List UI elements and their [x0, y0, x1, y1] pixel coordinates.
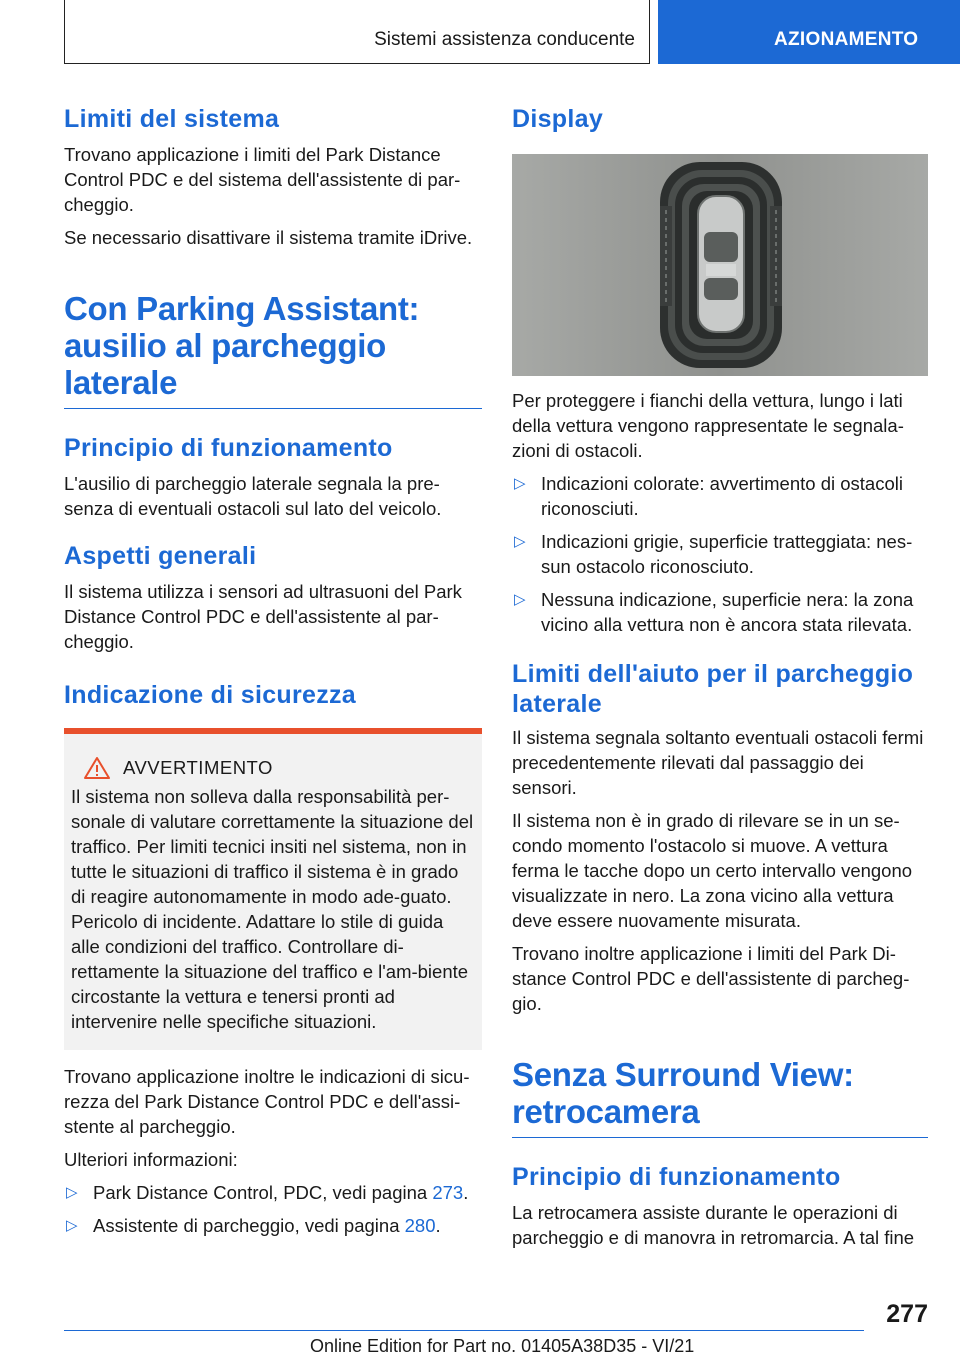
left-column: [64, 100, 482, 1246]
page-link[interactable]: 280: [404, 1215, 436, 1236]
camera-principle-heading: Principio di funzionamento: [512, 1163, 841, 1191]
triangle-right-icon: ▷: [514, 475, 526, 492]
car-top-view-illustration: [512, 154, 928, 376]
main-heading: Con Parking Assistant: ausilio al parcheggio laterale: [64, 290, 420, 401]
list-item: [64, 1213, 482, 1238]
right-column: [512, 100, 928, 1250]
page-number: 277: [886, 1300, 928, 1328]
list-item: [512, 529, 928, 579]
link-text: Assistente di parcheggio, vedi pagina: [93, 1215, 405, 1236]
link-list: [64, 1180, 482, 1238]
triangle-right-icon: ▷: [66, 1217, 78, 1234]
more-info-label: Ulteriori informazioni:: [64, 1149, 238, 1170]
limits-paragraph-2: Se necessario disattivare il sistema tramite iDrive.: [64, 227, 473, 248]
page-link[interactable]: 273: [432, 1182, 464, 1203]
camera-main-heading: Senza Surround View: retrocamera: [512, 1056, 854, 1130]
bullet-text: Nessuna indicazione, superficie nera: la zona vicino alla vettura non è ancora stata rilevata.: [541, 589, 914, 635]
link-text: Park Distance Control, PDC, vedi pagina: [93, 1182, 433, 1203]
link-end: .: [463, 1182, 469, 1203]
indicator-list: [512, 471, 928, 637]
triangle-right-icon: ▷: [66, 1184, 78, 1201]
footer-edition: Online Edition for Part no. 01405A38D35 - VI/21: [310, 1336, 695, 1356]
warning-box: [64, 728, 482, 1050]
side-limits-paragraph-2: Il sistema non è in grado di rilevare se in un se-condo momento l'ostacolo si muove. A vettura ferma le tacche dopo un certo intervallo vengono visualizzate in nero. La zona vicino alla vettura deve essere nuovamente misurata.: [512, 810, 913, 931]
footer-rule: [64, 1330, 864, 1331]
general-paragraph: Il sistema utilizza i sensori ad ultrasuoni del Park Distance Control PDC e dell'assistente al par-cheggio.: [64, 581, 462, 652]
list-item: [512, 587, 928, 637]
triangle-right-icon: ▷: [514, 533, 526, 550]
camera-principle-paragraph: La retrocamera assiste durante le operazioni di parcheggio e di manovra in retromarcia. A tal fine: [512, 1202, 915, 1248]
triangle-right-icon: ▷: [514, 591, 526, 608]
side-limits-paragraph-1: Il sistema segnala soltanto eventuali ostacoli fermi precedentemente rilevati dal passaggio dei sensori.: [512, 727, 924, 798]
side-limits-paragraph-3: Trovano inoltre applicazione i limiti del Park Di-stance Control PDC e dell'assistente di parcheg-gio.: [512, 943, 910, 1014]
warning-triangle-icon: [83, 756, 111, 780]
warning-label: AVVERTIMENTO: [123, 757, 273, 778]
list-item: [512, 471, 928, 521]
display-paragraph: Per proteggere i fianchi della vettura, lungo i lati della vettura vengono rappresentate le segnala-zioni di ostacoli.: [512, 390, 904, 461]
warning-text: Il sistema non solleva dalla responsabilità per-sonale di valutare correttamente la situazione del traffico. Per limiti tecnici insiti nel sistema, non in tutte le situazioni di traffico il sistema è in grado di reagire autonomamente in modo ade-guato. Pericolo di incidente. Adattare lo stile di guida alle condizioni del traffico. Controllare di-rettamente la situazione del traffico e l'am-biente circostante la vettura e tenersi pronti ad intervenire nelle specifiche situazioni.: [71, 786, 474, 1032]
page-header: [0, 0, 960, 66]
display-heading: Display: [512, 105, 604, 133]
limits-paragraph-1: Trovano applicazione i limiti del Park Distance Control PDC e del sistema dell'assistente di par-cheggio.: [64, 144, 461, 215]
principle-paragraph: L'ausilio di parcheggio laterale segnala la pre-senza di eventuali ostacoli sul lato del veicolo.: [64, 473, 442, 519]
link-end: .: [435, 1215, 441, 1236]
header-chapter-tab[interactable]: [658, 0, 960, 64]
camera-heading-block: [512, 1056, 928, 1138]
after-warning-paragraph: Trovano applicazione inoltre le indicazioni di sicu-rezza del Park Distance Control PDC e dell'assi-stente al parcheggio.: [64, 1066, 470, 1137]
parking-display-image: [512, 154, 928, 376]
principle-heading: Principio di funzionamento: [64, 434, 393, 462]
header-chapter-title: AZIONAMENTO: [774, 29, 919, 50]
limits-heading: Limiti del sistema: [64, 105, 280, 133]
header-section-box: [64, 0, 650, 64]
list-item: [64, 1180, 482, 1205]
safety-heading: Indicazione di sicurezza: [64, 681, 357, 709]
bullet-text: Indicazioni grigie, superficie tratteggiata: nes-sun ostacolo riconosciuto.: [541, 531, 913, 577]
general-heading: Aspetti generali: [64, 542, 257, 570]
header-section-title: Sistemi assistenza conducente: [374, 29, 635, 50]
main-heading-block: [64, 290, 482, 409]
bullet-text: Indicazioni colorate: avvertimento di ostacoli riconosciuti.: [541, 473, 903, 519]
warning-header: [71, 756, 474, 780]
side-limits-heading: Limiti dell'aiuto per il parcheggio laterale: [512, 660, 914, 718]
